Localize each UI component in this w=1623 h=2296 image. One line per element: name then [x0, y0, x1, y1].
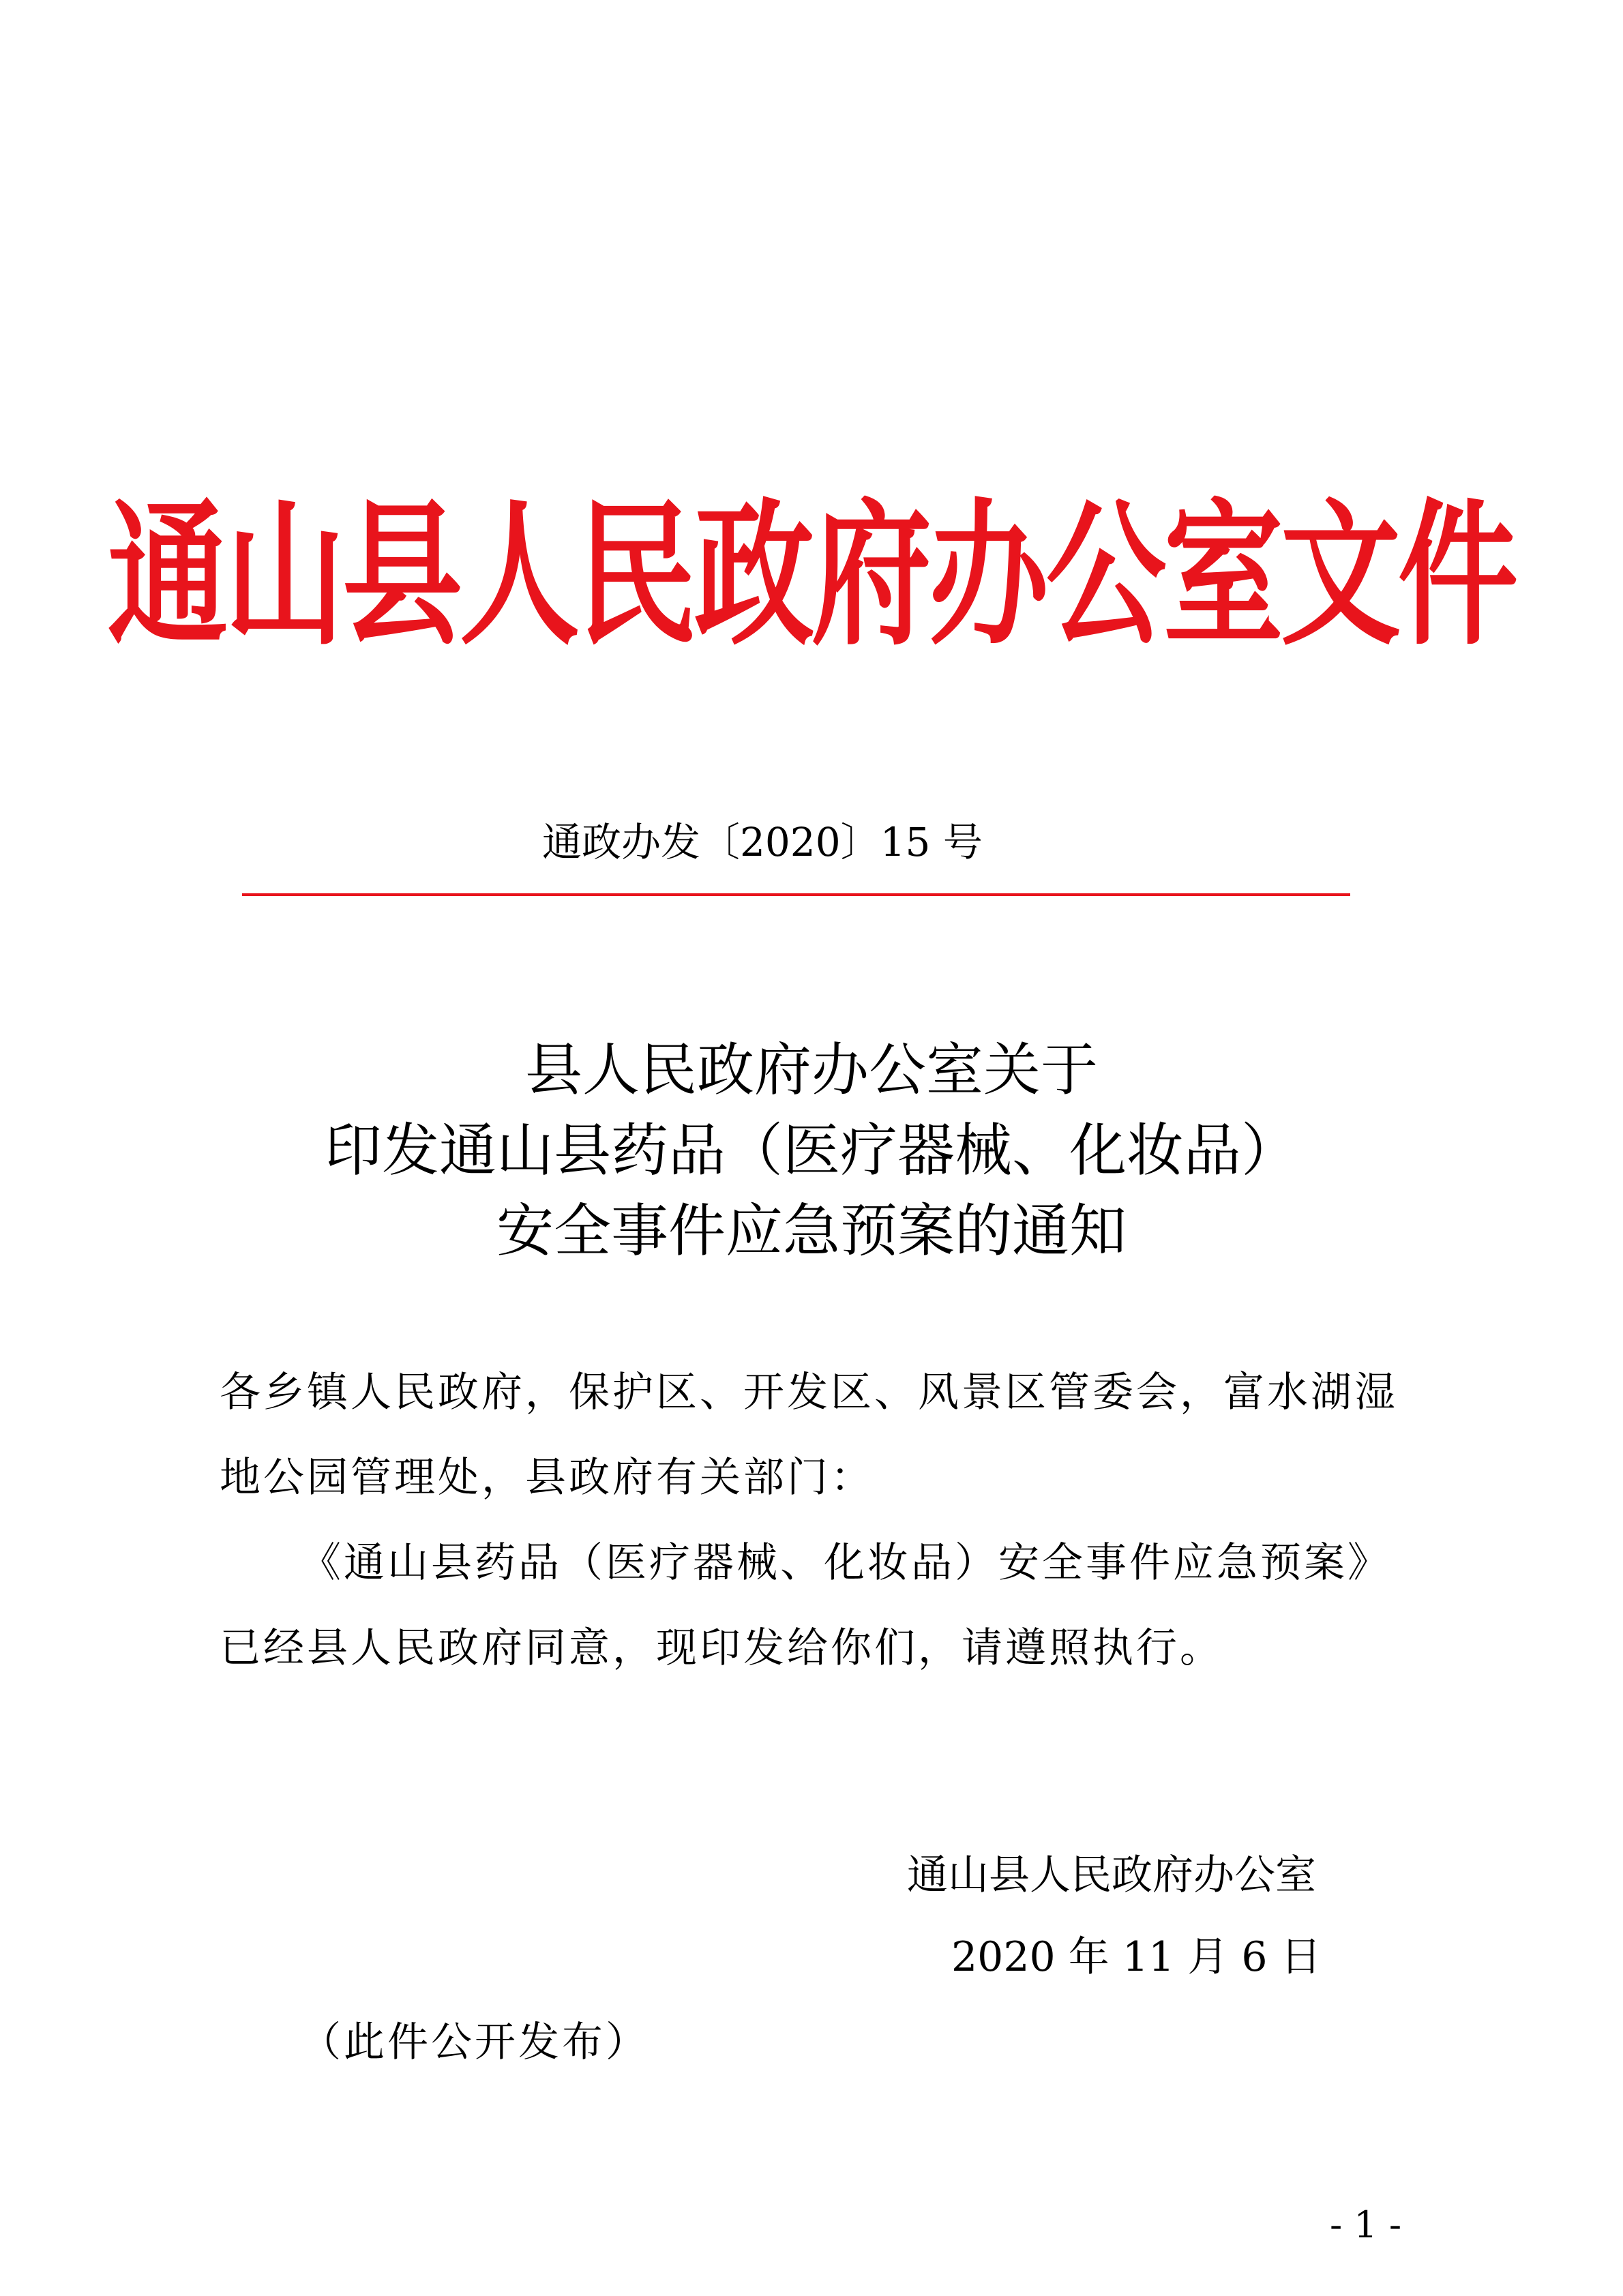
notice-title-line-1: 县人民政府办公室关于: [524, 1037, 1098, 1103]
red-divider-line: [242, 893, 1350, 896]
recipients-line-2: 地公园管理处，县政府有关部门：: [220, 1454, 874, 1502]
issue-date: 2020 年 11 月 6 日: [951, 1933, 1322, 1981]
document-header-title: 通山县人民政府办公室文件: [107, 485, 1515, 667]
document-number: 通政办发〔2020〕15 号: [542, 819, 983, 865]
notice-title: [0, 1030, 1623, 1271]
page-number: - 1 -: [1330, 2203, 1402, 2246]
notice-title-line-3: 安全事件应急预案的通知: [496, 1197, 1127, 1264]
recipients-line-1: 各乡镇人民政府，保护区、开发区、风景区管委会，富水湖湿: [220, 1369, 1398, 1416]
body-paragraph-line-1: 《通山县药品（医疗器械、化妆品）安全事件应急预案》: [300, 1539, 1391, 1587]
body-paragraph-line-2: 已经县人民政府同意，现印发给你们，请遵照执行。: [220, 1624, 1223, 1672]
publication-note: （此件公开发布）: [300, 2018, 649, 2066]
issuer-signature: 通山县人民政府办公室: [907, 1851, 1316, 1899]
notice-title-line-2: 印发通山县药品（医疗器械、化妆品）: [324, 1117, 1298, 1184]
